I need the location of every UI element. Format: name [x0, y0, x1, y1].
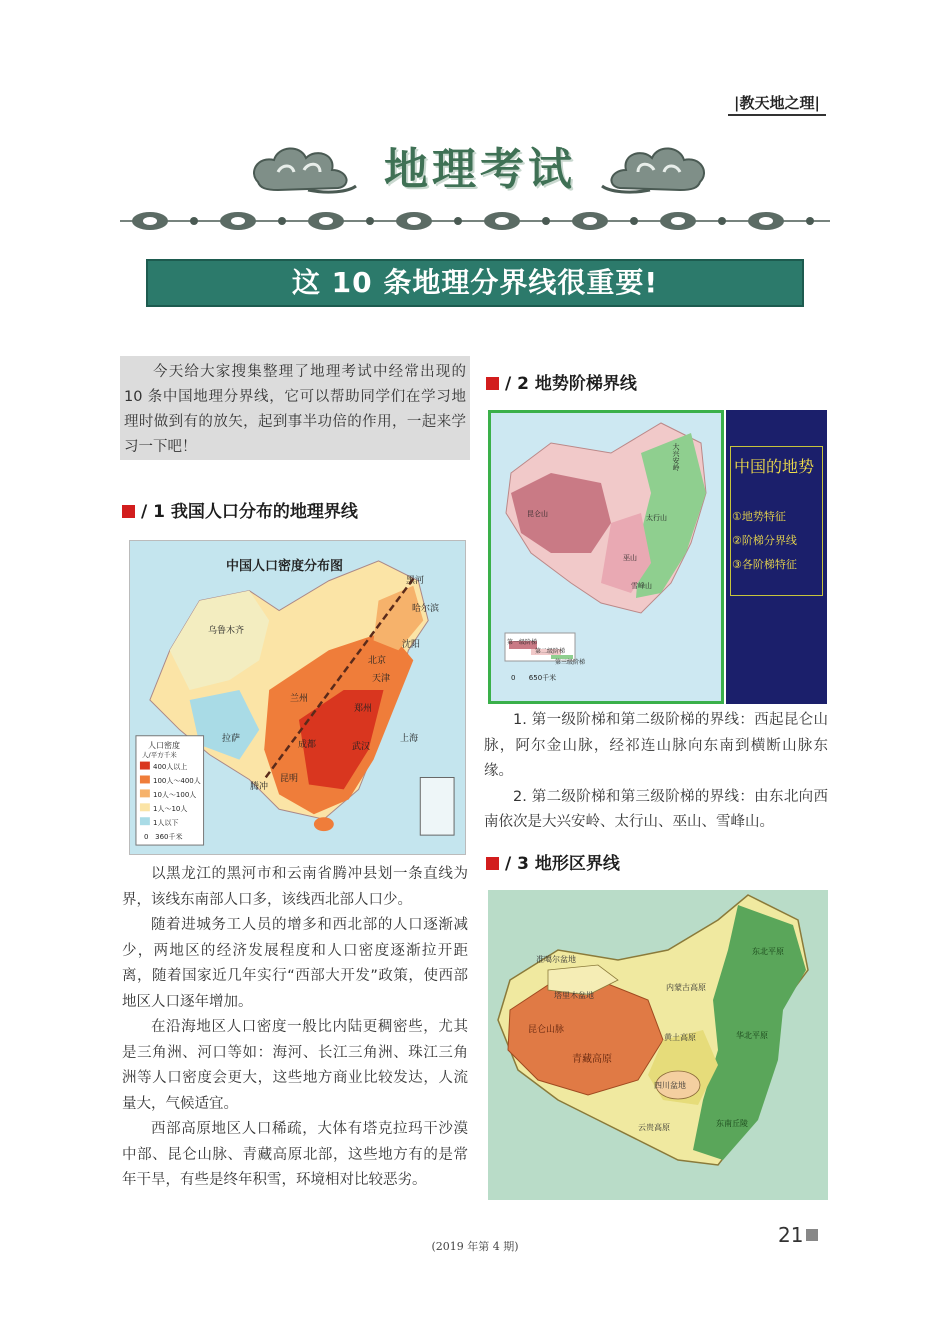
section-title: 地理考试 — [384, 144, 576, 195]
section2-paragraph: 1. 第一级阶梯和第二级阶梯的界线：西起昆仑山脉，阿尔金山脉，经祁连山脉向东南到横断山脉东缘。 — [484, 712, 828, 779]
grey-square-icon — [806, 1229, 818, 1241]
legend-1-10: 1人～10人 — [153, 805, 188, 813]
article-title-banner: 这 10 条地理分界线很重要! — [146, 259, 804, 307]
section2-heading: / 2 地势阶梯界线 — [486, 372, 637, 396]
label-qingzang: 青藏高原 — [572, 1054, 612, 1065]
step2-label: 第二级阶梯 — [535, 648, 566, 655]
terrain-steps-map — [488, 410, 724, 704]
terrain-panel — [726, 410, 827, 704]
cloud-ornament-left-icon — [248, 142, 358, 198]
column-tag: |教天地之理| — [728, 92, 826, 116]
population-map-title: 中国人口密度分布图 — [226, 559, 344, 574]
intro-box: 今天给大家搜集整理了地理考试中经常出现的 10 条中国地理分界线，它可以帮助同学们在学习地理时做到有的放矢，起到事半功倍的作用，一起来学习一下吧！ — [120, 356, 470, 460]
legend-scale: 0 360千米 — [144, 833, 183, 841]
label-kunlunshan: 昆仑山 — [527, 510, 548, 518]
legend-unit: 人/平方千米 — [142, 751, 177, 759]
city-wuhan: 武汉 — [352, 742, 371, 752]
landform-regions-map — [488, 890, 828, 1200]
city-beijing: 北京 — [368, 656, 387, 666]
section1-body — [122, 862, 468, 1194]
legend-title: 人口密度 — [148, 741, 180, 750]
page-number: 21 — [778, 1223, 818, 1247]
terrain-panel-title: 中国的地势 — [734, 457, 815, 476]
label-tarim: 塔里木盆地 — [554, 991, 594, 1000]
label-yungui: 云贵高原 — [638, 1123, 670, 1132]
city-shenyang: 沈阳 — [402, 640, 421, 650]
ornamental-divider-icon — [120, 206, 830, 236]
legend-100-400: 100人～400人 — [153, 777, 201, 785]
terrain-panel-item: ③各阶梯特征 — [732, 558, 797, 571]
label-dongnan: 东南丘陵 — [716, 1119, 748, 1128]
label-junggar: 准噶尔盆地 — [536, 955, 576, 964]
section1-paragraph: 以黑龙江的黑河市和云南省腾冲县划一条直线为界，该线东南部人口多，该线西北部人口少。 — [122, 866, 468, 908]
city-tianjin: 天津 — [372, 674, 391, 684]
city-lanzhou: 兰州 — [290, 694, 309, 704]
section1-heading: / 1 我国人口分布的地理界线 — [122, 500, 358, 524]
step3-label: 第三级阶梯 — [555, 659, 586, 666]
terrain-panel-item: ②阶梯分界线 — [732, 534, 797, 547]
red-square-icon — [122, 505, 135, 518]
section2-body — [484, 708, 828, 836]
label-neimenggu: 内蒙古高原 — [666, 983, 706, 992]
city-kunming: 昆明 — [280, 774, 299, 784]
terrain-panel-item: ①地势特征 — [732, 510, 786, 523]
red-square-icon — [486, 377, 499, 390]
section1-paragraph: 西部高原地区人口稀疏，大体有塔克拉玛干沙漠中部、昆仑山脉、青藏高原北部，这些地方有的是常年干旱，有些是终年积雪，环境相对比较恶劣。 — [122, 1121, 468, 1188]
label-xuefengshan: 雪峰山 — [631, 582, 652, 590]
city-zhengzhou: 郑州 — [354, 704, 373, 714]
label-daxinganling: 大兴安岭 — [672, 443, 680, 471]
label-huangtu: 黄土高原 — [664, 1033, 696, 1042]
step1-label: 第一级阶梯 — [507, 639, 538, 646]
label-kunlun: 昆仑山脉 — [528, 1025, 565, 1035]
city-shanghai: 上海 — [400, 734, 419, 744]
cloud-ornament-right-icon — [600, 142, 710, 198]
label-sichuan: 四川盆地 — [654, 1081, 686, 1090]
step-scale: 0 650千米 — [511, 674, 557, 682]
city-harbin: 哈尔滨 — [412, 604, 440, 614]
city-lhasa: 拉萨 — [222, 734, 241, 744]
red-square-icon — [486, 857, 499, 870]
section1-paragraph: 随着进城务工人员的增多和西北部的人口逐渐减少，两地区的经济发展程度和人口密度逐渐拉开距离，随着国家近几年实行“西部大开发”政策，使西部地区人口逐年增加。 — [122, 917, 468, 1010]
section1-paragraph: 在沿海地区人口密度一般比内陆更稠密些，尤其是三角洲、河口等如：海河、长江三角洲、珠江三角洲等人口密度会更大，这些地方商业比较发达，人流量大，气候适宜。 — [122, 1019, 468, 1112]
legend-400: 400人以上 — [153, 763, 188, 771]
legend-below-1: 1人以下 — [153, 819, 179, 827]
city-chengdu: 成都 — [298, 740, 317, 750]
city-urumqi: 乌鲁木齐 — [208, 626, 245, 636]
issue-info: (2019 年第 4 期) — [431, 1240, 519, 1253]
section2-paragraph: 2. 第二级阶梯和第三级阶梯的界线：由东北向西南依次是大兴安岭、太行山、巫山、雪峰山。 — [484, 788, 828, 830]
population-density-map — [129, 540, 466, 855]
city-heihe: 黑河 — [406, 576, 425, 586]
section3-heading: / 3 地形区界线 — [486, 852, 620, 876]
legend-10-100: 10人～100人 — [153, 791, 197, 799]
city-tengchong: 腾冲 — [250, 782, 269, 792]
label-taihangshan: 太行山 — [646, 514, 667, 522]
label-dongbei: 东北平原 — [752, 947, 784, 956]
label-wushan: 巫山 — [623, 554, 637, 562]
label-huabei: 华北平原 — [736, 1031, 768, 1040]
